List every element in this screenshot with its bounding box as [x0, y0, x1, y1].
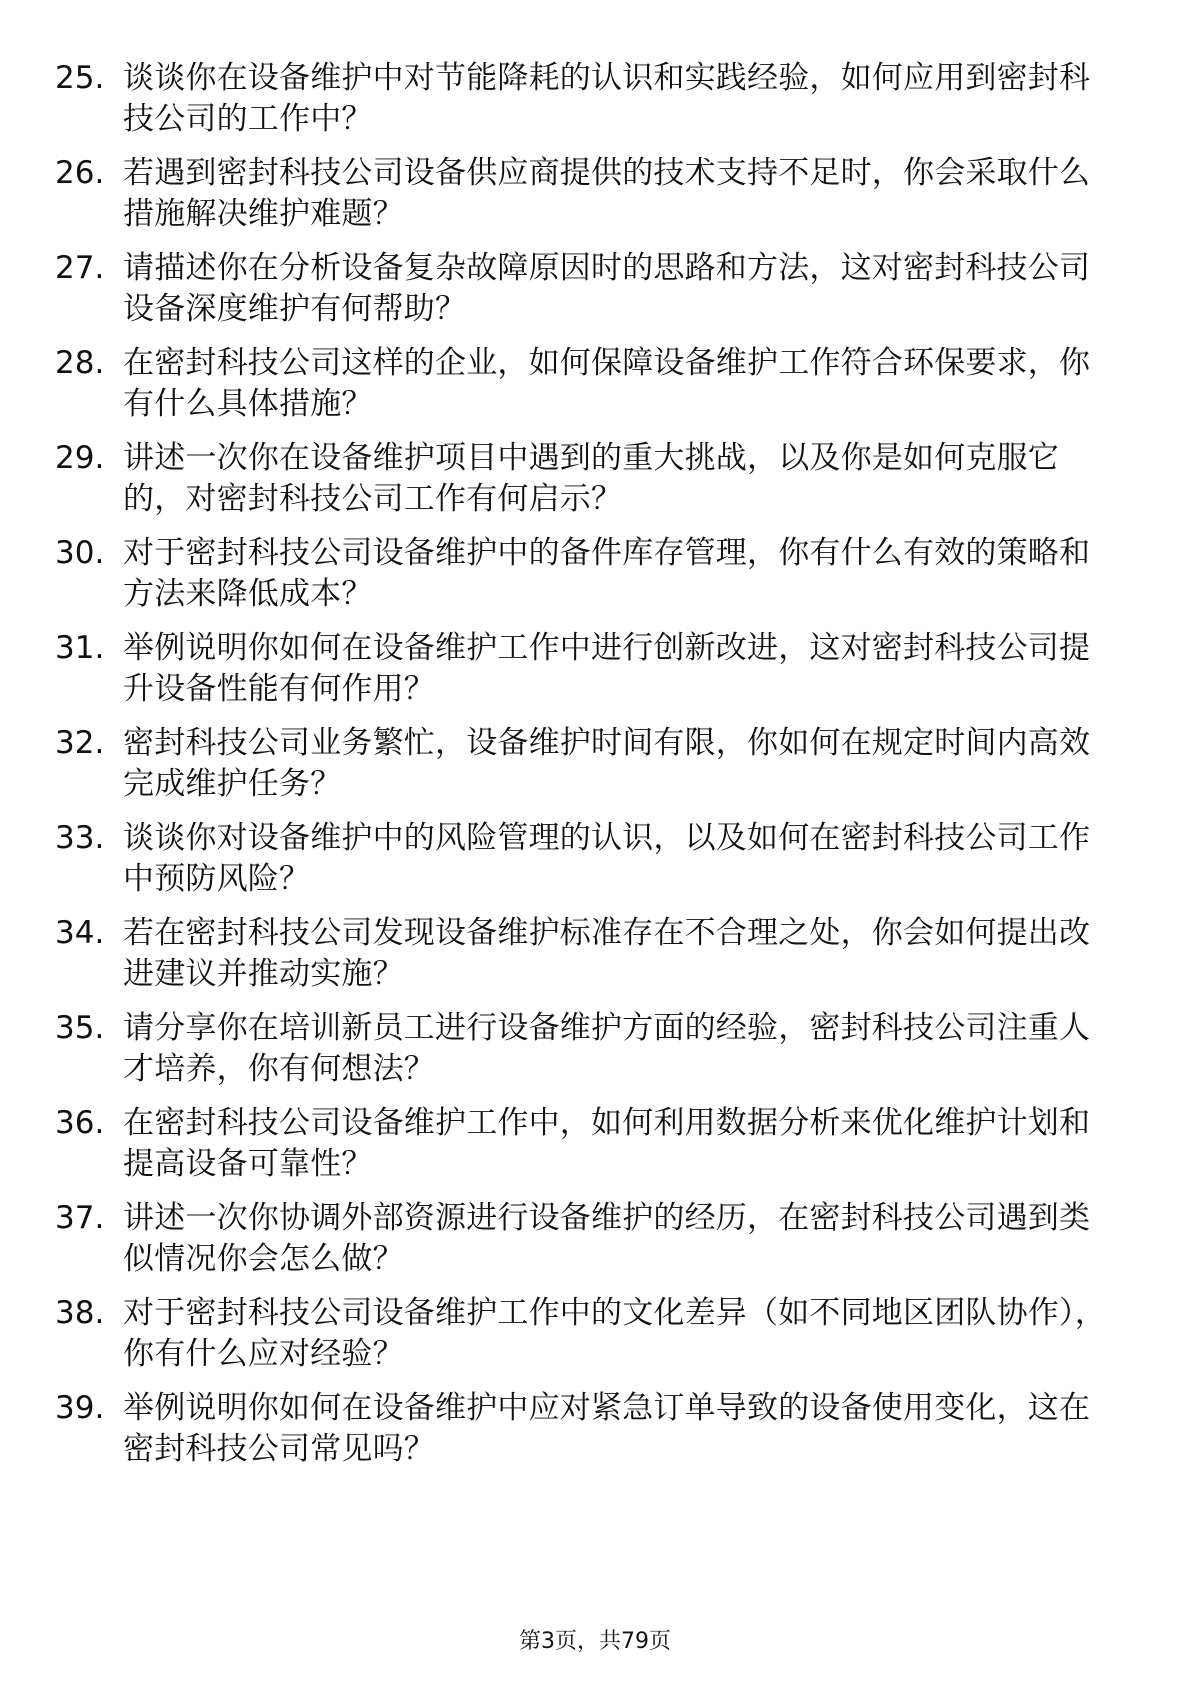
question-item [55, 1293, 1115, 1375]
question-number: 35. [55, 1010, 105, 1046]
question-item [55, 723, 1115, 805]
question-number: 36. [55, 1105, 105, 1141]
question-item [55, 1198, 1115, 1280]
question-text: 对于密封科技公司设备维护工作中的文化差异（如不同地区团队协作），你有什么应对经验？ [123, 1295, 1106, 1372]
question-number: 26. [55, 155, 105, 191]
question-text: 在密封科技公司这样的企业，如何保障设备维护工作符合环保要求，你有什么具体措施？ [123, 345, 1091, 422]
question-text: 若遇到密封科技公司设备供应商提供的技术支持不足时，你会采取什么措施解决维护难题？ [123, 155, 1091, 232]
question-list [55, 58, 1115, 1483]
question-text: 请分享你在培训新员工进行设备维护方面的经验，密封科技公司注重人才培养，你有何想法？ [123, 1010, 1091, 1087]
question-text: 举例说明你如何在设备维护中应对紧急订单导致的设备使用变化，这在密封科技公司常见吗？ [123, 1390, 1091, 1467]
question-item [55, 1388, 1115, 1470]
question-text: 在密封科技公司设备维护工作中，如何利用数据分析来优化维护计划和提高设备可靠性？ [123, 1105, 1091, 1182]
question-item [55, 438, 1115, 520]
question-item [55, 628, 1115, 710]
question-item [55, 58, 1115, 140]
question-text: 请描述你在分析设备复杂故障原因时的思路和方法，这对密封科技公司设备深度维护有何帮助？ [123, 250, 1091, 327]
question-item [55, 343, 1115, 425]
question-item [55, 913, 1115, 995]
question-number: 29. [55, 440, 105, 476]
question-number: 39. [55, 1390, 105, 1426]
question-text: 对于密封科技公司设备维护中的备件库存管理，你有什么有效的策略和方法来降低成本？ [123, 535, 1091, 612]
question-item [55, 1008, 1115, 1090]
question-text: 谈谈你在设备维护中对节能降耗的认识和实践经验，如何应用到密封科技公司的工作中？ [123, 60, 1091, 137]
page-footer: 第3页，共79页 [519, 1629, 671, 1654]
question-text: 若在密封科技公司发现设备维护标准存在不合理之处，你会如何提出改进建议并推动实施？ [123, 915, 1091, 992]
question-text: 讲述一次你协调外部资源进行设备维护的经历，在密封科技公司遇到类似情况你会怎么做？ [123, 1200, 1091, 1277]
question-number: 32. [55, 725, 105, 761]
question-number: 27. [55, 250, 105, 286]
question-number: 25. [55, 60, 105, 96]
question-text: 谈谈你对设备维护中的风险管理的认识，以及如何在密封科技公司工作中预防风险？ [123, 820, 1091, 897]
question-item [55, 818, 1115, 900]
question-text: 讲述一次你在设备维护项目中遇到的重大挑战，以及你是如何克服它的，对密封科技公司工作有何启示？ [123, 440, 1059, 517]
question-number: 37. [55, 1200, 105, 1236]
question-item [55, 533, 1115, 615]
question-number: 30. [55, 535, 105, 571]
question-number: 33. [55, 820, 105, 856]
question-item [55, 153, 1115, 235]
question-number: 38. [55, 1295, 105, 1331]
question-number: 34. [55, 915, 105, 951]
question-item [55, 1103, 1115, 1185]
question-item [55, 248, 1115, 330]
question-number: 28. [55, 345, 105, 381]
question-text: 密封科技公司业务繁忙，设备维护时间有限，你如何在规定时间内高效完成维护任务？ [123, 725, 1091, 802]
question-text: 举例说明你如何在设备维护工作中进行创新改进，这对密封科技公司提升设备性能有何作用？ [123, 630, 1091, 707]
question-number: 31. [55, 630, 105, 666]
